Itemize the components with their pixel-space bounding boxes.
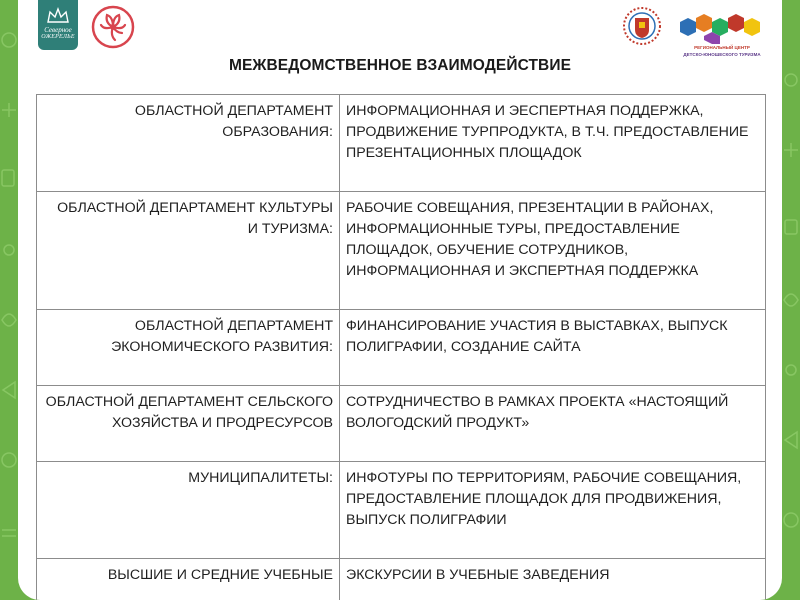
- logo-left-line2: ОЖЕРЕЛЬЕ: [41, 34, 75, 40]
- regional-emblem-icon: [622, 6, 662, 46]
- activity-cell: РАБОЧИЕ СОВЕЩАНИЯ, ПРЕЗЕНТАЦИИ В РАЙОНАХ, ИНФОРМАЦИОННЫЕ ТУРЫ, ПРЕДОСТАВЛЕНИЕ ПЛОЩАДОК, ОБУЧЕНИЕ СОТРУДНИКОВ, ИНФОРМАЦИОННАЯ И ЭКСПЕРТНАЯ ПОДДЕРЖКА: [340, 192, 766, 310]
- slide-panel: [18, 0, 782, 600]
- severnoe-ozherelie-logo: [38, 0, 78, 50]
- activity-cell: ФИНАНСИРОВАНИЕ УЧАСТИЯ В ВЫСТАВКАХ, ВЫПУСК ПОЛИГРАФИИ, СОЗДАНИЕ САЙТА: [340, 310, 766, 386]
- activity-cell: ЭКСКУРСИИ В УЧЕБНЫЕ ЗАВЕДЕНИЯ: [340, 559, 766, 600]
- org-cell: ОБЛАСТНОЙ ДЕПАРТАМЕНТ ОБРАЗОВАНИЯ:: [37, 95, 340, 192]
- org-cell: ВЫСШИЕ И СРЕДНИЕ УЧЕБНЫЕ: [37, 559, 340, 600]
- activity-cell: ИНФОТУРЫ ПО ТЕРРИТОРИЯМ, РАБОЧИЕ СОВЕЩАНИЯ, ПРЕДОСТАВЛЕНИЕ ПЛОЩАДОК ДЛЯ ПРОДВИЖЕНИЯ, ВЫПУСК ПОЛИГРАФИИ: [340, 462, 766, 559]
- logo-right-line1: РЕГИОНАЛЬНЫЙ ЦЕНТР: [694, 45, 750, 50]
- flower-logo-icon: [90, 4, 136, 50]
- table-row: [37, 386, 766, 462]
- org-cell: ОБЛАСТНОЙ ДЕПАРТАМЕНТ ЭКОНОМИЧЕСКОГО РАЗВИТИЯ:: [37, 310, 340, 386]
- table-row: [37, 559, 766, 600]
- logo-right-line2: ДЕТСКО-ЮНОШЕСКОГО ТУРИЗМА: [683, 52, 761, 57]
- activity-cell: СОТРУДНИЧЕСТВО В РАМКАХ ПРОЕКТА «НАСТОЯЩИЙ ВОЛОГОДСКИЙ ПРОДУКТ»: [340, 386, 766, 462]
- logo-left-line1: Северное: [44, 26, 72, 34]
- table-row: [37, 192, 766, 310]
- hexagon-icons: [674, 10, 770, 44]
- tourism-center-logo: [674, 10, 770, 60]
- org-cell: МУНИЦИПАЛИТЕТЫ:: [37, 462, 340, 559]
- org-cell: ОБЛАСТНОЙ ДЕПАРТАМЕНТ КУЛЬТУРЫ И ТУРИЗМА:: [37, 192, 340, 310]
- crown-icon: [46, 6, 70, 26]
- table-row: [37, 462, 766, 559]
- table-row: [37, 310, 766, 386]
- interaction-table: [36, 94, 766, 600]
- activity-cell: ИНФОРМАЦИОННАЯ И ЭЕСПЕРТНАЯ ПОДДЕРЖКА, ПРОДВИЖЕНИЕ ТУРПРОДУКТА, В Т.Ч. ПРЕДОСТАВЛЕНИЕ ПРЕЗЕНТАЦИОННЫХ ПЛОЩАДОК: [340, 95, 766, 192]
- slide-title: МЕЖВЕДОМСТВЕННОЕ ВЗАИМОДЕЙСТВИЕ: [228, 57, 572, 74]
- table-row: [37, 95, 766, 192]
- org-cell: ОБЛАСТНОЙ ДЕПАРТАМЕНТ СЕЛЬСКОГО ХОЗЯЙСТВА И ПРОДРЕСУРСОВ: [37, 386, 340, 462]
